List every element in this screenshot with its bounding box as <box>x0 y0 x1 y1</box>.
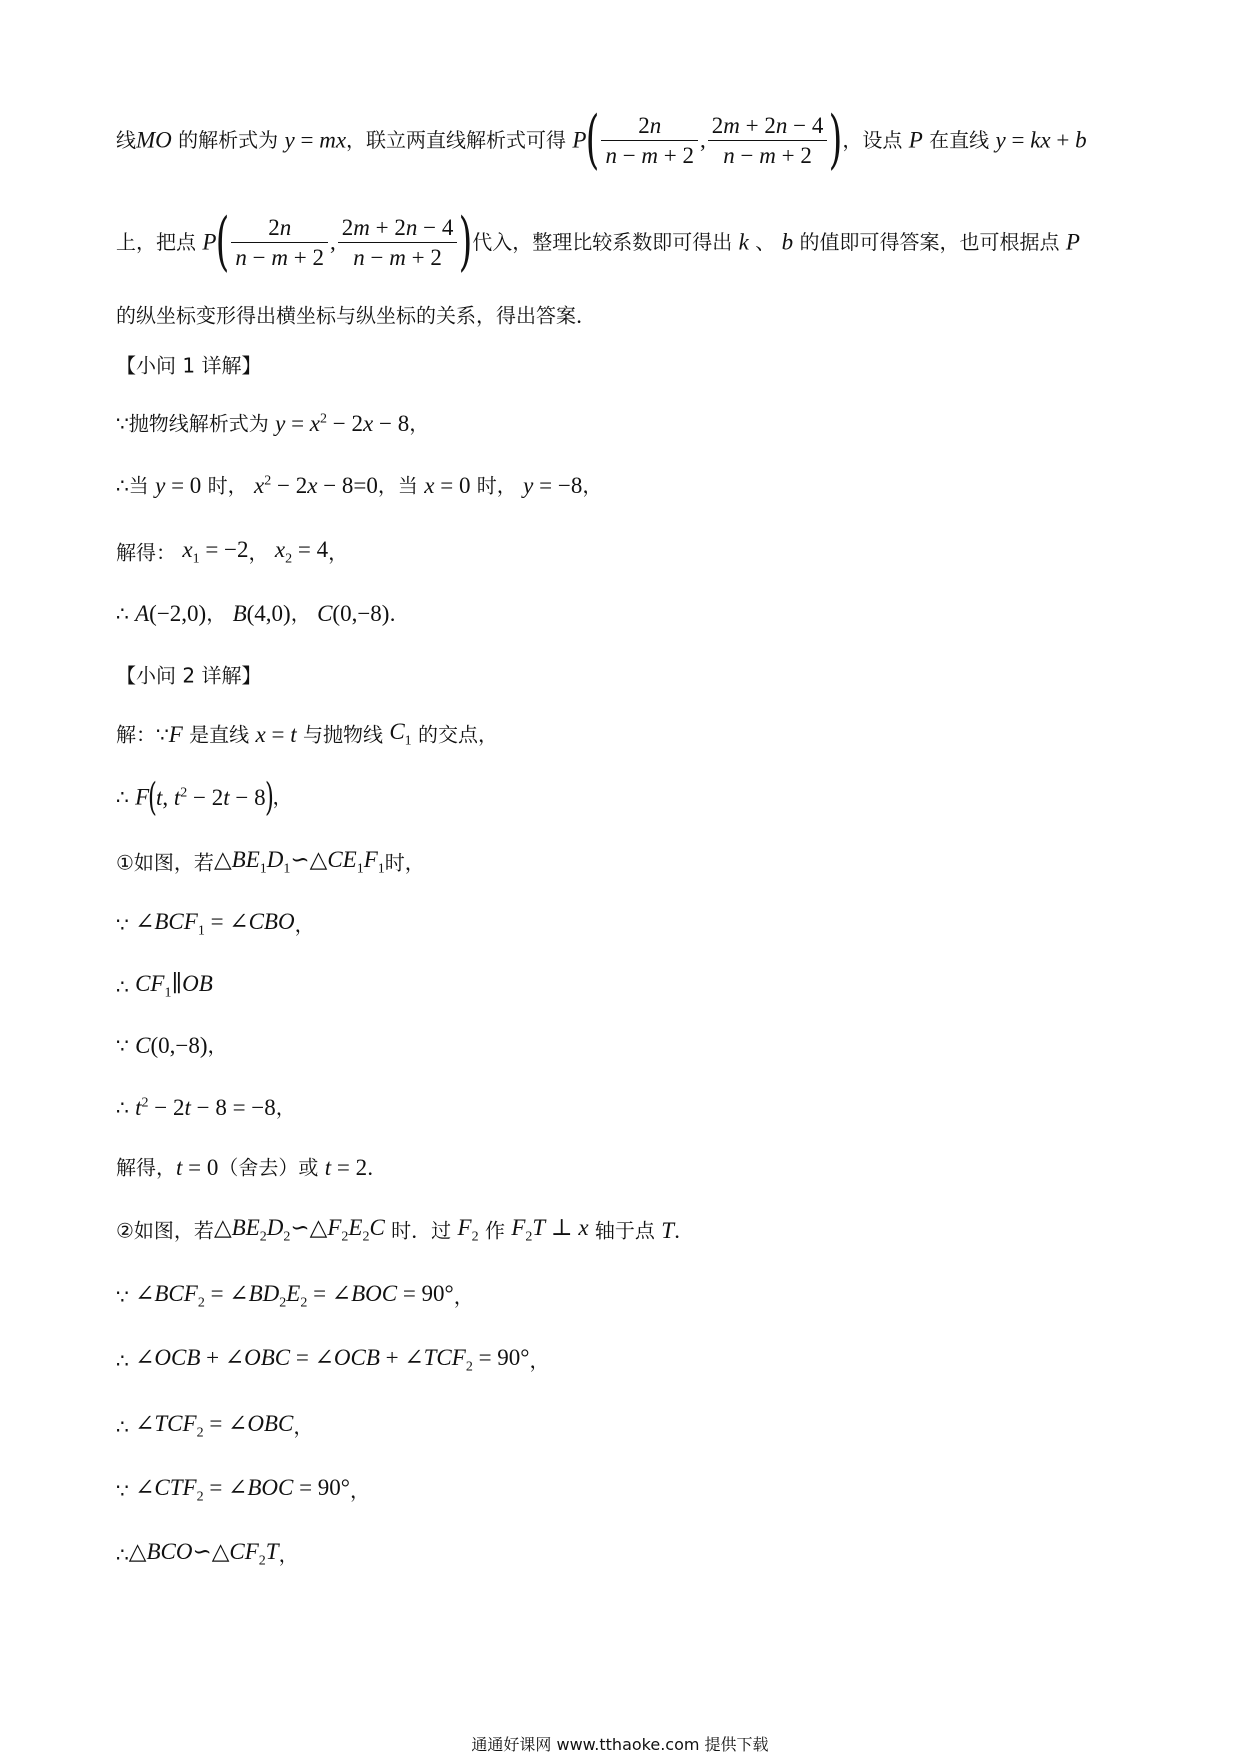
text-line-12: ①如图，若$\triangle BE_1D_1∽\triangle CE_1F_1$时， <box>116 847 425 877</box>
text-line-11: ∴ F(t, $t^2 - 2t - 8$)， <box>116 775 293 819</box>
text-line-16: ∴ $t^2 - 2t - 8 = -8$， <box>116 1095 296 1120</box>
text-line-20: ∴ ∠OCB + ∠OBC = ∠OCB + $\angle TCF_2 = 90^\circ$， <box>116 1345 550 1375</box>
text-line-22: ∵ $\angle CTF_2$ = ∠BOC = 90°， <box>116 1475 370 1505</box>
text-line-17: 解得，t = 0（舍去）或 t = 2． <box>116 1155 388 1180</box>
page-footer: 通通好课网 www.tthaoke.com 提供下载 <box>471 1735 769 1754</box>
text-line-13: ∵ $\angle BCF_1$ = ∠CBO， <box>116 909 315 939</box>
text-line-6: ∴当 y = 0 时， $x^2 - 2x - 8=0$，当 x = 0 时， y = −8， <box>116 473 603 498</box>
section-heading-q2: 【小问 2 详解】 <box>116 663 262 688</box>
text-line-14: ∴ $CF_1\parallel OB$ <box>116 971 213 1001</box>
text-line-8: ∴ A(−2,0)， B(4,0)， C(0,−8)． <box>116 601 410 626</box>
text-line-19: ∵ $\angle BCF_2$ = $\angle BD_2E_2$ = ∠BOC = 90°， <box>116 1281 474 1311</box>
text-line-10: 解：∵F 是直线 x = t 与抛物线 $C_1$ 的交点， <box>116 719 499 749</box>
text-line-5: ∵抛物线解析式为 $y = x^2 - 2x - 8$， <box>116 411 430 436</box>
text-line-2: 上，把点 P( $\frac{2n}{n - m + 2}$ , $\frac{2m + 2n - 4}{n - m + 2}$ )代入，整理比较系数即可得出 k 、 b 的值即可得答案，也可根据点 P <box>116 205 1080 279</box>
section-heading-q1: 【小问 1 详解】 <box>116 353 262 378</box>
text-line-18: ②如图，若$\triangle BE_2D_2∽\triangle F_2E_2C$ 时．过 $F_2$ 作 $F_2T$ ⊥ x 轴于点 T． <box>116 1215 695 1245</box>
text-line-23: $\therefore\triangle BCO∽\triangle CF_2T$， <box>116 1539 299 1569</box>
text-line-15: ∵ C(0,−8)， <box>116 1033 228 1058</box>
text-line-1: 线MO 的解析式为 y = mx，联立两直线解析式可得 P( $\frac{2n}{n - m + 2}$ , $\frac{2m + 2n - 4}{n - m + 2}$ )，设点 P 在直线 y = kx + b <box>116 103 1087 177</box>
text-line-7: 解得： $x_1 = -2$， $x_2 = 4$， <box>116 537 349 567</box>
text-line-21: ∴ $\angle TCF_2$ = ∠OBC， <box>116 1411 314 1441</box>
text-line-3: 的纵坐标变形得出横坐标与纵坐标的关系，得出答案． <box>116 303 596 328</box>
